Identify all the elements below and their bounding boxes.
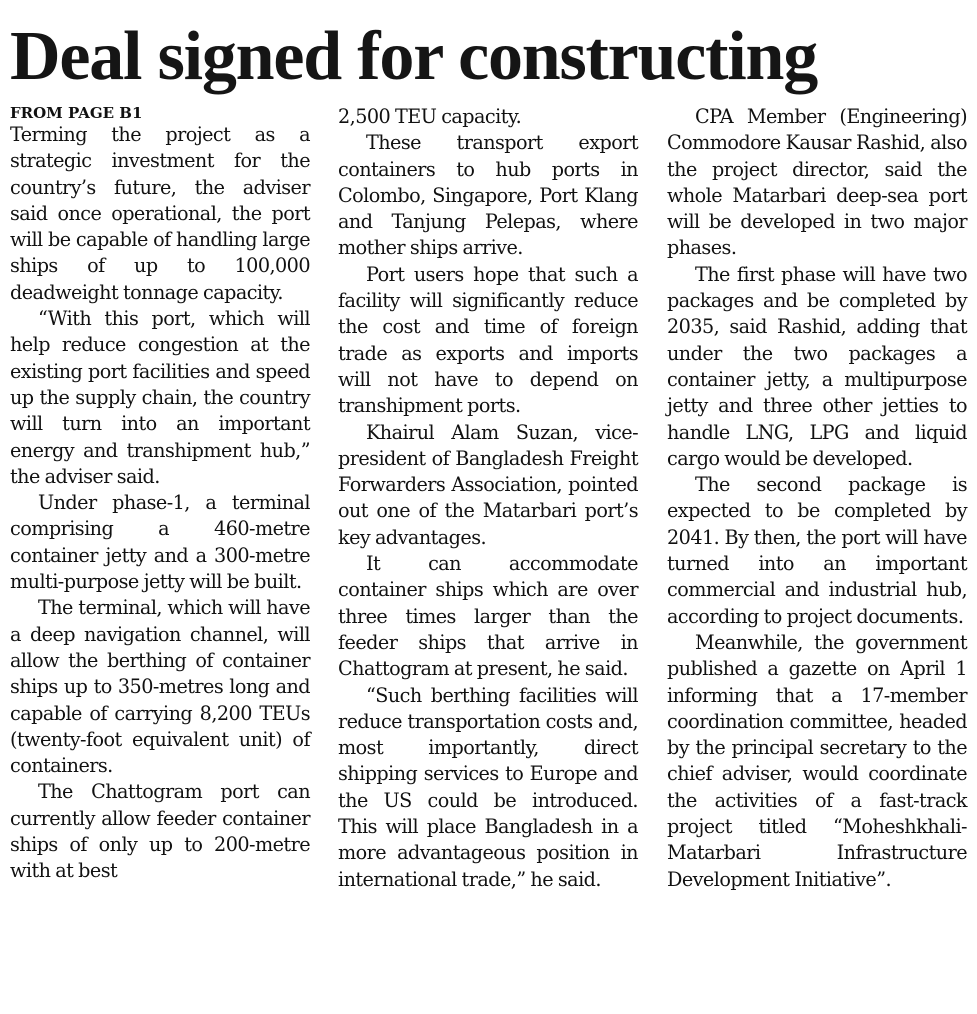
headline: Deal signed for constructing — [10, 18, 818, 95]
article-paragraph: The terminal, which will have a deep navigation channel, will allow the berthing of container ships up to 350-metres long and capable of carrying 8,200 TEUs (twenty-foot equivalent unit) of containers. — [10, 596, 310, 778]
article-paragraph: Terming the project as a strategic investment for the country’s future, the adviser said once operational, the port will be capable of handling large ships of up to 100,000 deadweight tonnage capacity. — [10, 123, 310, 304]
article-paragraph: CPA Member (Engineering) Commodore Kausar Rashid, also the project director, said the whole Matarbari deep-sea port will be developed in two major phases. — [667, 105, 967, 260]
article-paragraph: Under phase-1, a terminal comprising a 460-metre container jetty and a 300-metre multi-purpose jetty will be built. — [10, 491, 310, 594]
article-paragraph: It can accommodate container ships which are over three times larger than the feeder ships that arrive in Chattogram at present, he said. — [338, 552, 638, 681]
article-paragraph: “With this port, which will help reduce congestion at the existing port facilities and speed up the supply chain, the country will turn into an important energy and transhipment hub,” the adviser said. — [10, 307, 310, 488]
article-paragraph: The first phase will have two packages and be completed by 2035, said Rashid, adding that under the two packages a container jetty, a multipurpose jetty and three other jetties to handle LNG, LPG and liquid cargo would be developed. — [667, 262, 967, 470]
article-paragraph: Meanwhile, the government published a gazette on April 1 informing that a 17-member coordination committee, headed by the principal secretary to the chief adviser, would coordinate the activities of a fast-track project titled “Moheshkhali-Matarbari Infrastructure Development Initiative”. — [667, 630, 967, 891]
continued-from-kicker: FROM PAGE B1 — [10, 104, 143, 122]
article-paragraph: These transport export containers to hub ports in Colombo, Singapore, Port Klang and Tanjung Pelepas, where mother ships arrive. — [338, 131, 638, 260]
article-paragraph: Port users hope that such a facility will significantly reduce the cost and time of foreign trade as exports and imports will not have to depend on transhipment ports. — [338, 262, 638, 418]
article-column-2 — [338, 104, 638, 1009]
article-paragraph: “Such berthing facilities will reduce transportation costs and, most importantly, direct shipping services to Europe and the US could be introduced. This will place Bangladesh in a more advantageous position in international trade,” he said. — [338, 683, 638, 891]
article-paragraph: Khairul Alam Suzan, vice-president of Bangladesh Freight Forwarders Association, pointed out one of the Matarbari port’s key advantages. — [338, 420, 638, 549]
article-paragraph: The Chattogram port can currently allow feeder container ships of only up to 200-metre with at best — [10, 780, 310, 883]
article-column-1 — [10, 104, 310, 1009]
article-paragraph-continued: 2,500 TEU capacity. — [338, 105, 522, 128]
article-paragraph: The second package is expected to be completed by 2041. By then, the port will have turned into an important commercial and industrial hub, according to project documents. — [667, 473, 967, 628]
article-column-3 — [667, 104, 967, 1009]
